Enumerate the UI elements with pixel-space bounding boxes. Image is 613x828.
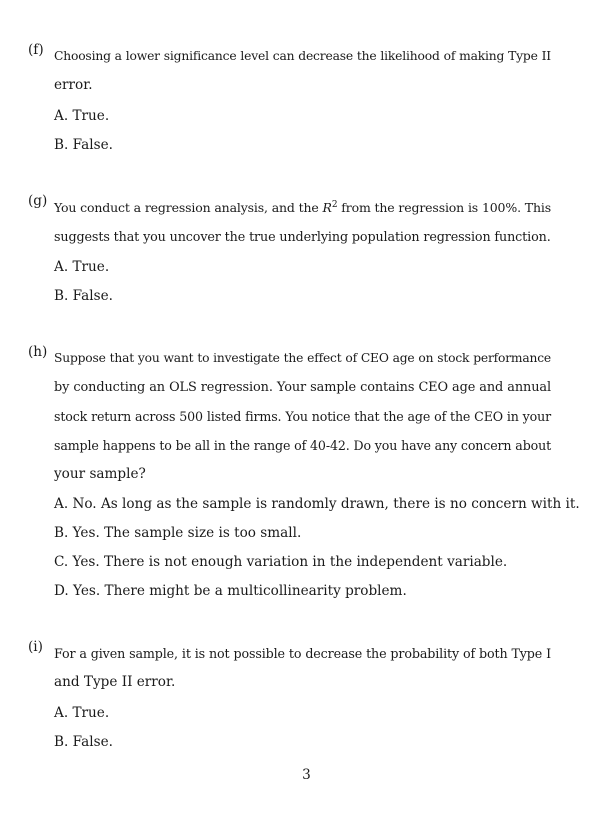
option-a: A. True. [54, 705, 110, 721]
question-line: your sample? [54, 466, 146, 482]
question-line: Choosing a lower significance level can decrease the likelihood of making Type II [54, 49, 551, 63]
question-line: sample happens to be all in the range of 40-42. Do you have any concern about [54, 438, 551, 453]
question-text [54, 344, 551, 489]
question-label: (g) [28, 193, 48, 209]
question-text [54, 193, 551, 251]
question-label: (i) [28, 639, 43, 655]
r-squared-variable: R [322, 200, 332, 215]
option-b: B. False. [54, 288, 113, 304]
line-text: You conduct a regression analysis, and the [54, 200, 323, 215]
option-a: A. No. As long as the sample is randomly drawn, there is no concern with it. [54, 496, 580, 512]
option-b: B. False. [54, 734, 113, 750]
question-line [54, 193, 551, 222]
question-line: and Type II error. [54, 674, 176, 690]
option-b: B. False. [54, 137, 113, 153]
option-c: C. Yes. There is not enough variation in the independent variable. [54, 554, 508, 570]
option-a: A. True. [54, 259, 110, 275]
question-line: For a given sample, it is not possible to decrease the probability of both Type I [54, 646, 551, 661]
line-text: from the regression is 100%. This [337, 200, 551, 215]
question-text [54, 639, 551, 697]
question-line: error. [54, 77, 93, 93]
question-line: suggests that you uncover the true underlying population regression function. [54, 229, 551, 244]
option-d: D. Yes. There might be a multicollinearity problem. [54, 583, 407, 599]
page-number: 3 [302, 767, 311, 783]
question-text [54, 42, 551, 100]
question-line: Suppose that you want to investigate the effect of CEO age on stock performance [54, 351, 551, 365]
question-label: (h) [28, 344, 48, 360]
question-line: stock return across 500 listed firms. You notice that the age of the CEO in your [54, 409, 551, 424]
option-b: B. Yes. The sample size is too small. [54, 525, 302, 541]
superscript: 2 [331, 200, 338, 210]
question-line: by conducting an OLS regression. Your sample contains CEO age and annual [54, 380, 551, 395]
question-label: (f) [28, 42, 44, 58]
option-a: A. True. [54, 108, 110, 124]
